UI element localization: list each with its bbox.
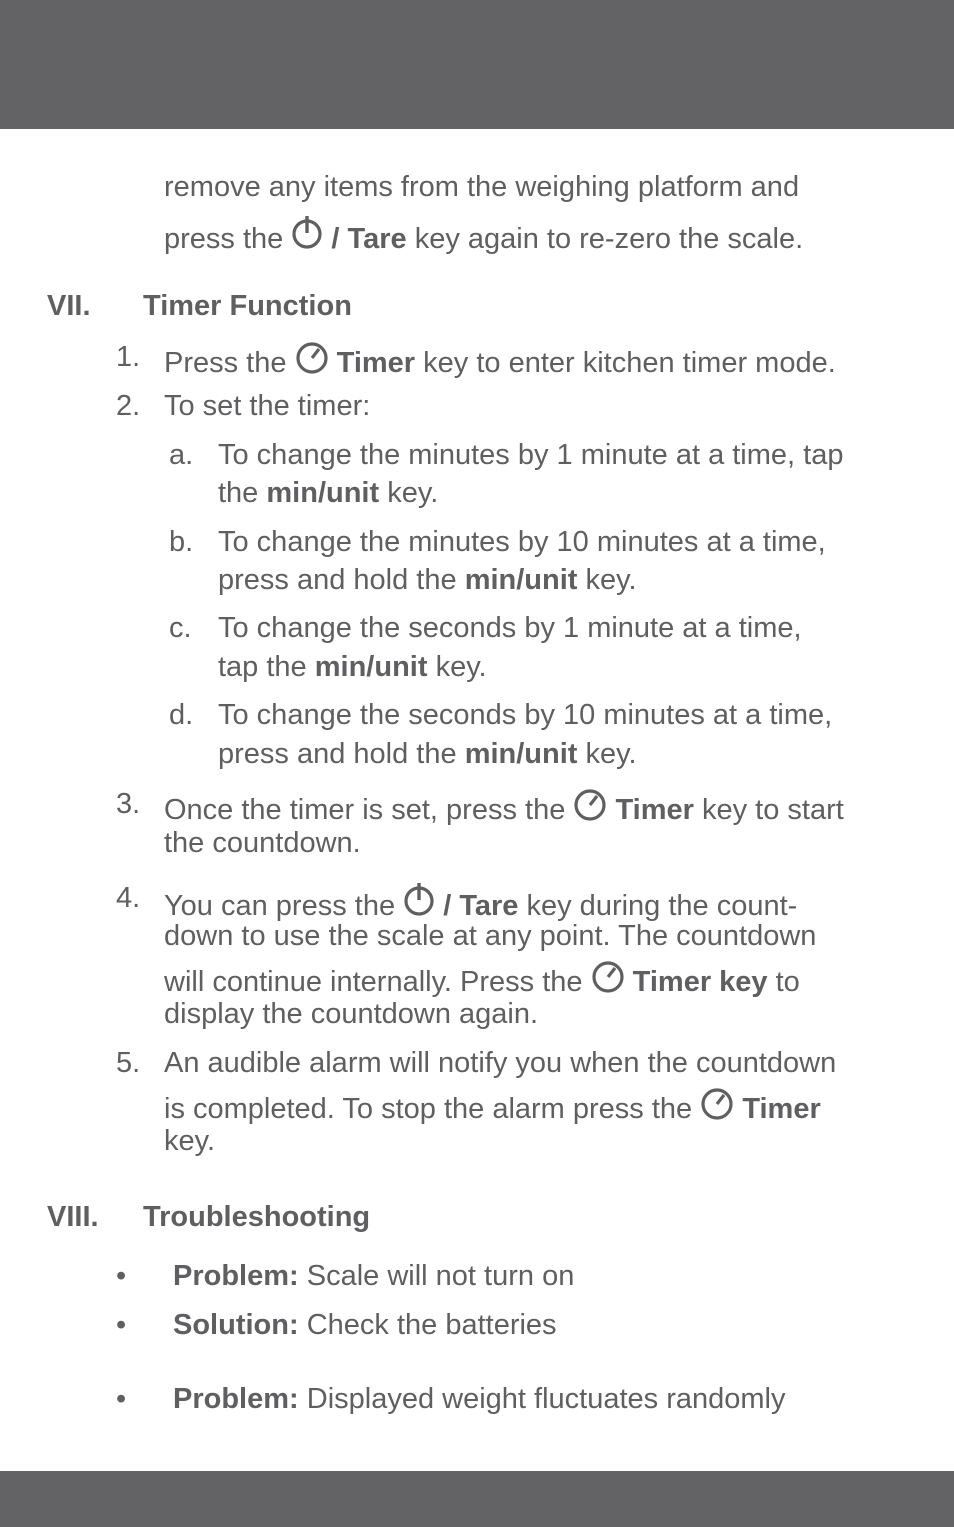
bullet-1: • bbox=[116, 1260, 127, 1292]
sub-b-letter: b. bbox=[169, 526, 194, 558]
item-4-line-4: display the countdown again. bbox=[164, 998, 539, 1030]
item-5-line-1: An audible alarm will notify you when the countdown bbox=[164, 1047, 837, 1079]
section-8-title: Troubleshooting bbox=[143, 1201, 371, 1233]
item-2-text: To set the timer: bbox=[164, 390, 371, 422]
section-7-numeral: VII. bbox=[47, 290, 91, 322]
item-5-line-2: is completed. To stop the alarm press the Timer bbox=[164, 1086, 821, 1126]
item-2-number: 2. bbox=[116, 390, 141, 422]
item-3-number: 3. bbox=[116, 788, 141, 820]
sub-d-letter: d. bbox=[169, 699, 194, 731]
power-icon bbox=[291, 214, 323, 250]
troubleshoot-item-3: Problem: Displayed weight fluctuates randomly bbox=[173, 1383, 786, 1415]
item-3-line-1: Once the timer is set, press the Timer key to start bbox=[164, 787, 844, 827]
item-5-number: 5. bbox=[116, 1047, 141, 1079]
intro-line-2: press the / Tare key again to re-zero the scale. bbox=[164, 214, 803, 256]
bullet-3: • bbox=[116, 1383, 127, 1415]
section-8-numeral: VIII. bbox=[47, 1201, 99, 1233]
item-1-text: Press the Timer key to enter kitchen timer mode. bbox=[164, 340, 836, 380]
sub-a-line-1: To change the minutes by 1 minute at a time, tap bbox=[218, 439, 844, 471]
sub-c-letter: c. bbox=[169, 612, 192, 644]
timer-icon bbox=[295, 340, 329, 374]
sub-b-line-2: press and hold the min/unit key. bbox=[218, 564, 637, 596]
item-4-line-2: down to use the scale at any point. The countdown bbox=[164, 920, 817, 952]
item-1-number: 1. bbox=[116, 341, 141, 373]
intro-line-1: remove any items from the weighing platform and bbox=[164, 171, 800, 203]
sub-c-line-2: tap the min/unit key. bbox=[218, 651, 487, 683]
sub-a-letter: a. bbox=[169, 439, 194, 471]
sub-d-line-1: To change the seconds by 10 minutes at a time, bbox=[218, 699, 833, 731]
timer-icon bbox=[591, 959, 625, 993]
sub-c-line-1: To change the seconds by 1 minute at a time, bbox=[218, 612, 802, 644]
item-4-number: 4. bbox=[116, 882, 141, 914]
sub-b-line-1: To change the minutes by 10 minutes at a time, bbox=[218, 526, 826, 558]
bullet-2: • bbox=[116, 1309, 127, 1341]
header-band bbox=[0, 0, 954, 129]
sub-a-line-2: the min/unit key. bbox=[218, 477, 439, 509]
timer-icon bbox=[700, 1086, 734, 1120]
item-5-line-3: key. bbox=[164, 1125, 216, 1157]
troubleshoot-item-1: Problem: Scale will not turn on bbox=[173, 1260, 575, 1292]
item-4-line-3: will continue internally. Press the Timer key to bbox=[164, 959, 800, 999]
sub-d-line-2: press and hold the min/unit key. bbox=[218, 738, 637, 770]
troubleshoot-item-2: Solution: Check the batteries bbox=[173, 1309, 557, 1341]
power-icon bbox=[403, 881, 435, 917]
item-4-line-1: You can press the / Tare key during the count- bbox=[164, 881, 797, 923]
timer-icon bbox=[573, 787, 607, 821]
item-3-line-2: the countdown. bbox=[164, 827, 361, 859]
section-7-title: Timer Function bbox=[143, 290, 352, 322]
footer-band bbox=[0, 1471, 954, 1527]
